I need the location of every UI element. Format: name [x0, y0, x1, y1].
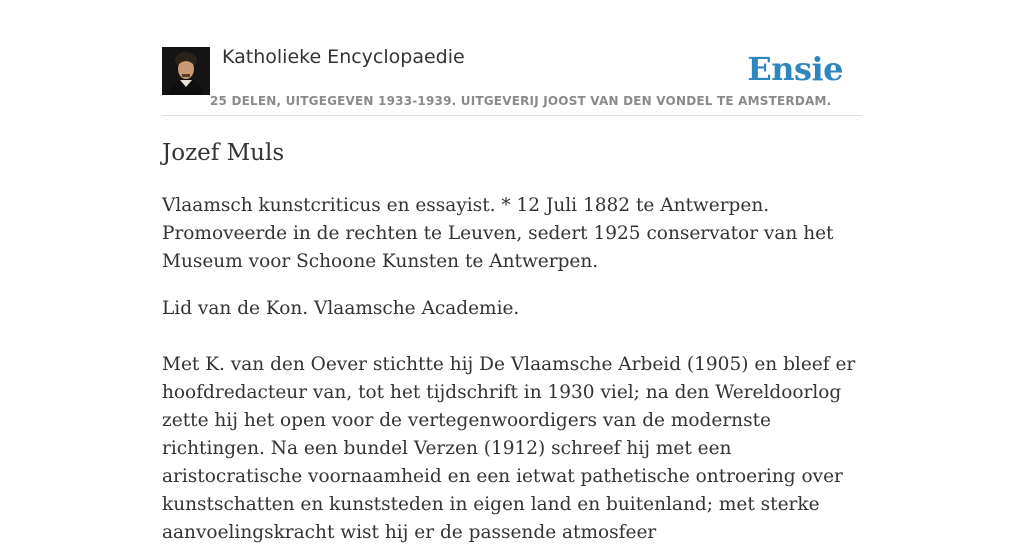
portrait-avatar-icon[interactable]	[162, 47, 210, 95]
entry-paragraph-2: Lid van de Kon. Vlaamsche Academie.	[162, 298, 520, 319]
source-header	[162, 0, 862, 116]
entry-paragraph-3: Met K. van den Oever stichtte hij De Vlaamsche Arbeid (1905) en bleef er hoofdredacteur van, tot het tijdschrift in 1930 viel; na den Wereldoorlog zette hij het open voor de vertegenwoordigers van de modernste richtingen. Na een bundel Verzen (1912) schreef hij met een aristocratische voornaamheid en een ietwat pathetische ontroering over kunstschatten en kunststeden in eigen land en buitenland; met sterke aanvoelingskracht wist hij er de passende atmosfeer	[162, 354, 856, 543]
entry-title: Jozef Muls	[162, 140, 285, 166]
page	[162, 0, 862, 543]
ensie-logo-link[interactable]: Ensie	[747, 50, 843, 88]
source-title[interactable]: Katholieke Encyclopaedie	[222, 46, 465, 68]
source-subtitle: 25 DELEN, UITGEGEVEN 1933-1939. UITGEVERIJ JOOST VAN DEN VONDEL TE AMSTERDAM.	[210, 94, 832, 108]
entry-paragraph-1: Vlaamsch kunstcriticus en essayist. * 12 Juli 1882 te Antwerpen. Promoveerde in de rechten te Leuven, sedert 1925 conservator van het Museum voor Schoone Kunsten te Antwerpen.	[162, 195, 834, 272]
